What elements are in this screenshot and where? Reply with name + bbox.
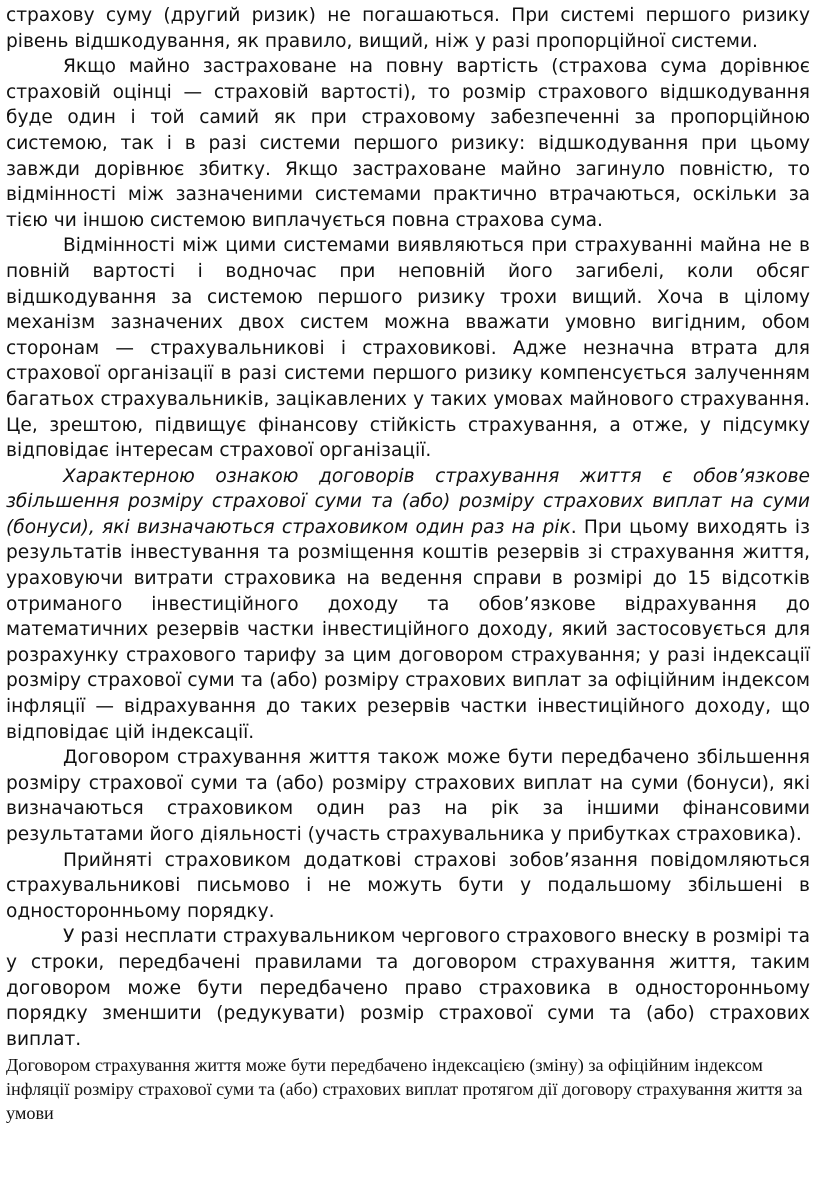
paragraph-additional-obligations [6, 848, 810, 925]
paragraph-system-differences [6, 233, 810, 463]
paragraph-text: . При цьому виходять із результатів інвестування та розміщення коштів резервів зі страхування життя, ураховуючи витрати страховика на ведення справи в розмірі до 15 відсотків отриманого інвестиційного доходу та обов’язкове відрахування до математичних резервів частки інвестиційного доходу, який застосовується для розрахунку страхового тарифу за цим договором страхування; у разі індексації розміру страхової суми та (або) розміру страхових виплат за офіційним індексом інфляції — відрахування до таких резервів частки інвестиційного доходу, що відповідає цій індексації. [6, 516, 810, 743]
paragraph-non-payment [6, 924, 810, 1052]
paragraph-text: Якщо майно застраховане на повну вартість (страхова сума дорівнює страховій оцінці — страховій вартості), то розмір страхового відшкодування буде один і той самий як при страховому забезпеченні за пропорційною системою, так і в разі системи першого ризику: відшкодування при цьому завжди дорівнює збитку. Якщо застраховане майно загинуло повністю, то відмінності між зазначеними системами практично втрачаються, оскільки за тією чи іншою системою виплачується повна страхова сума. [6, 56, 810, 231]
italic-emphasis: Характерною ознакою договорів страхування життя є обов’язкове збільшення розміру страхової суми та (або) розміру страхових виплат на суми (бонуси), які визначаються страховиком один раз на рік [6, 465, 810, 538]
paragraph-text: Відмінності між цими системами виявляються при страхуванні майна не в повній вартості і водночас при неповній його загибелі, коли обсяг відшкодування за системою першого ризику трохи вищий. Хоча в цілому механізм зазначених двох систем можна вважати умовно вигідним, обом сторонам — страхувальникові і страховикові. Адже незначна втрата для страхової організації в разі системи першого ризику компенсується залученням багатьох страхувальників, зацікавлених у таких умовах майнового страхування. Це, зрештою, підвищує фінансову стійкість страхування, а отже, у підсумку відповідає інтересам страхової організації. [6, 235, 810, 462]
paragraph-text: У разі несплати страхувальником чергового страхового внеску в розмірі та у строки, передбачені правилами та договором страхування життя, таким договором може бути передбачено право страховика в односторонньому порядку зменшити (редукувати) розмір страхової суми та (або) страхових виплат. [6, 926, 810, 1050]
paragraph-text: страхову суму (другий ризик) не погашаються. При системі першого ризику рівень відшкодування, як правило, вищий, ніж у разі пропорційної системи. [6, 5, 810, 52]
paragraph-full-value [6, 54, 810, 233]
paragraph-text: Договором страхування життя також може бути передбачено збільшення розміру страхової суми та (або) розміру страхових виплат на суми (бонуси), які визначаються страховиком один раз на рік за іншими фінансовими результатами його діяльності (участь страхувальника у прибутках страховика). [6, 747, 810, 845]
paragraph-continuation [6, 3, 810, 54]
paragraph-text: Прийняті страховиком додаткові страхові зобов’язання повідомляються страхувальникові письмово і не можуть бути у подальшому збільшені в односторонньому порядку. [6, 849, 810, 922]
closing-note: Договором страхування життя може бути передбачено індексацією (зміну) за офіційним індексом інфляції розміру страхової суми та (або) страхових виплат протягом дії договору страхування життя за умови [6, 1055, 803, 1124]
paragraph-life-insurance-feature [6, 464, 810, 746]
paragraph-bonus-increase [6, 745, 810, 847]
